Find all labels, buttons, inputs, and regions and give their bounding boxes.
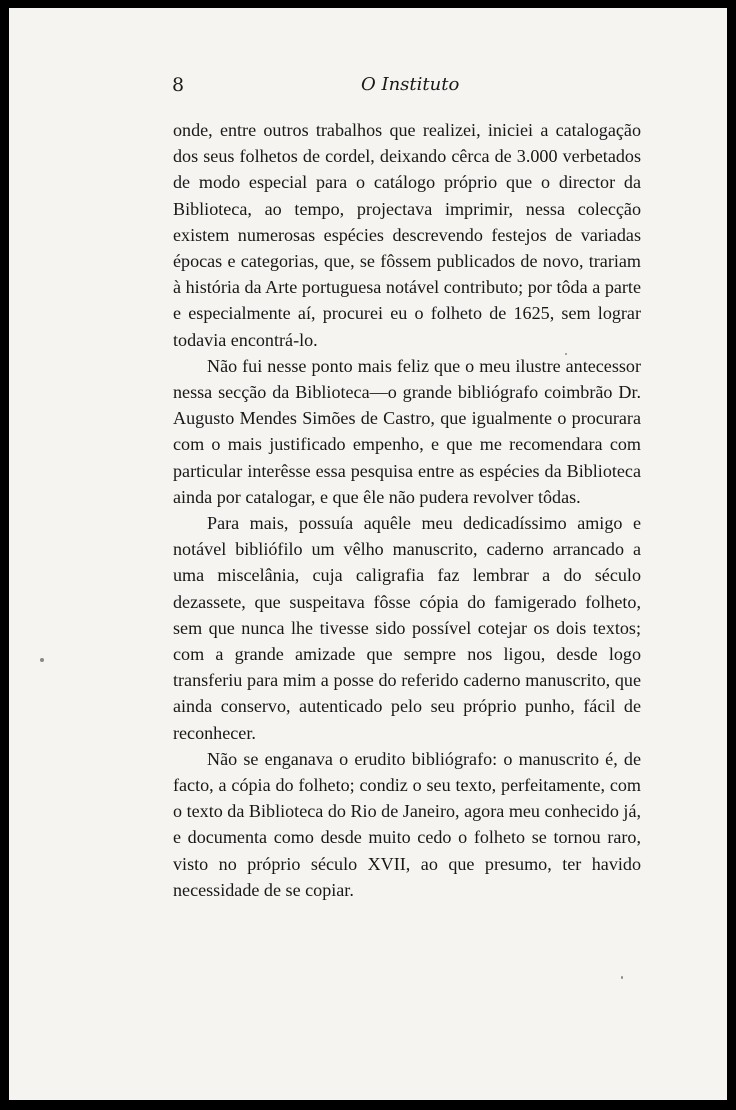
- book-page: [9, 8, 727, 1100]
- paper-speck: [40, 658, 44, 662]
- paragraph: Não fui nesse ponto mais feliz que o meu ilustre antecessor nessa secção da Biblioteca—o grande bibliógrafo coimbrão Dr. Augusto Mendes Simões de Castro, que igualmente o procurara com o mais justificado empenho, e que me recomendara com particular interêsse essa pesquisa entre as espécies da Biblioteca ainda por catalogar, e que êle não pudera revolver tôdas.: [173, 355, 641, 507]
- paper-speck: [565, 353, 567, 355]
- paragraph: onde, entre outros trabalhos que realizei, iniciei a catalogação dos seus folhetos de cordel, deixando cêrca de 3.000 verbetados de modo especial para o catálogo próprio que o director da Biblioteca, ao tempo, projectava imprimir, nessa colecção existem numerosas espécies descrevendo festejos de variadas épocas e categorias, que, se fôssem publicados de novo, trariam à história da Arte portuguesa notável contributo; por tôda a parte e especialmente aí, procurei eu o folheto de 1625, sem lograr todavia encontrá-lo.: [173, 120, 641, 350]
- page-header: [9, 74, 727, 104]
- running-title: O Instituto: [361, 74, 460, 95]
- page-number: 8: [172, 74, 185, 96]
- paragraph: Não se enganava o erudito bibliógrafo: o manuscrito é, de facto, a cópia do folheto; condiz o seu texto, perfeitamente, com o texto da Biblioteca do Rio de Janeiro, agora meu conhecido já, e documenta como desde muito cedo o folheto se tornou raro, visto no próprio século XVII, ao que presumo, ter havido necessidade de se copiar.: [173, 748, 641, 900]
- paragraph: Para mais, possuía aquêle meu dedicadíssimo amigo e notável bibliófilo um vêlho manuscrito, caderno arrancado a uma miscelânia, cuja caligrafia faz lembrar a do século dezassete, que suspeitava fôsse cópia do famigerado folheto, sem que nunca lhe tivesse sido possível cotejar os dois textos; com a grande amizade que sempre nos ligou, desde logo transferiu para mim a posse do referido caderno manuscrito, que ainda conservo, autenticado pelo seu próprio punho, fácil de reconhecer.: [173, 513, 641, 743]
- paper-speck: [621, 976, 623, 979]
- body-text: [173, 117, 641, 903]
